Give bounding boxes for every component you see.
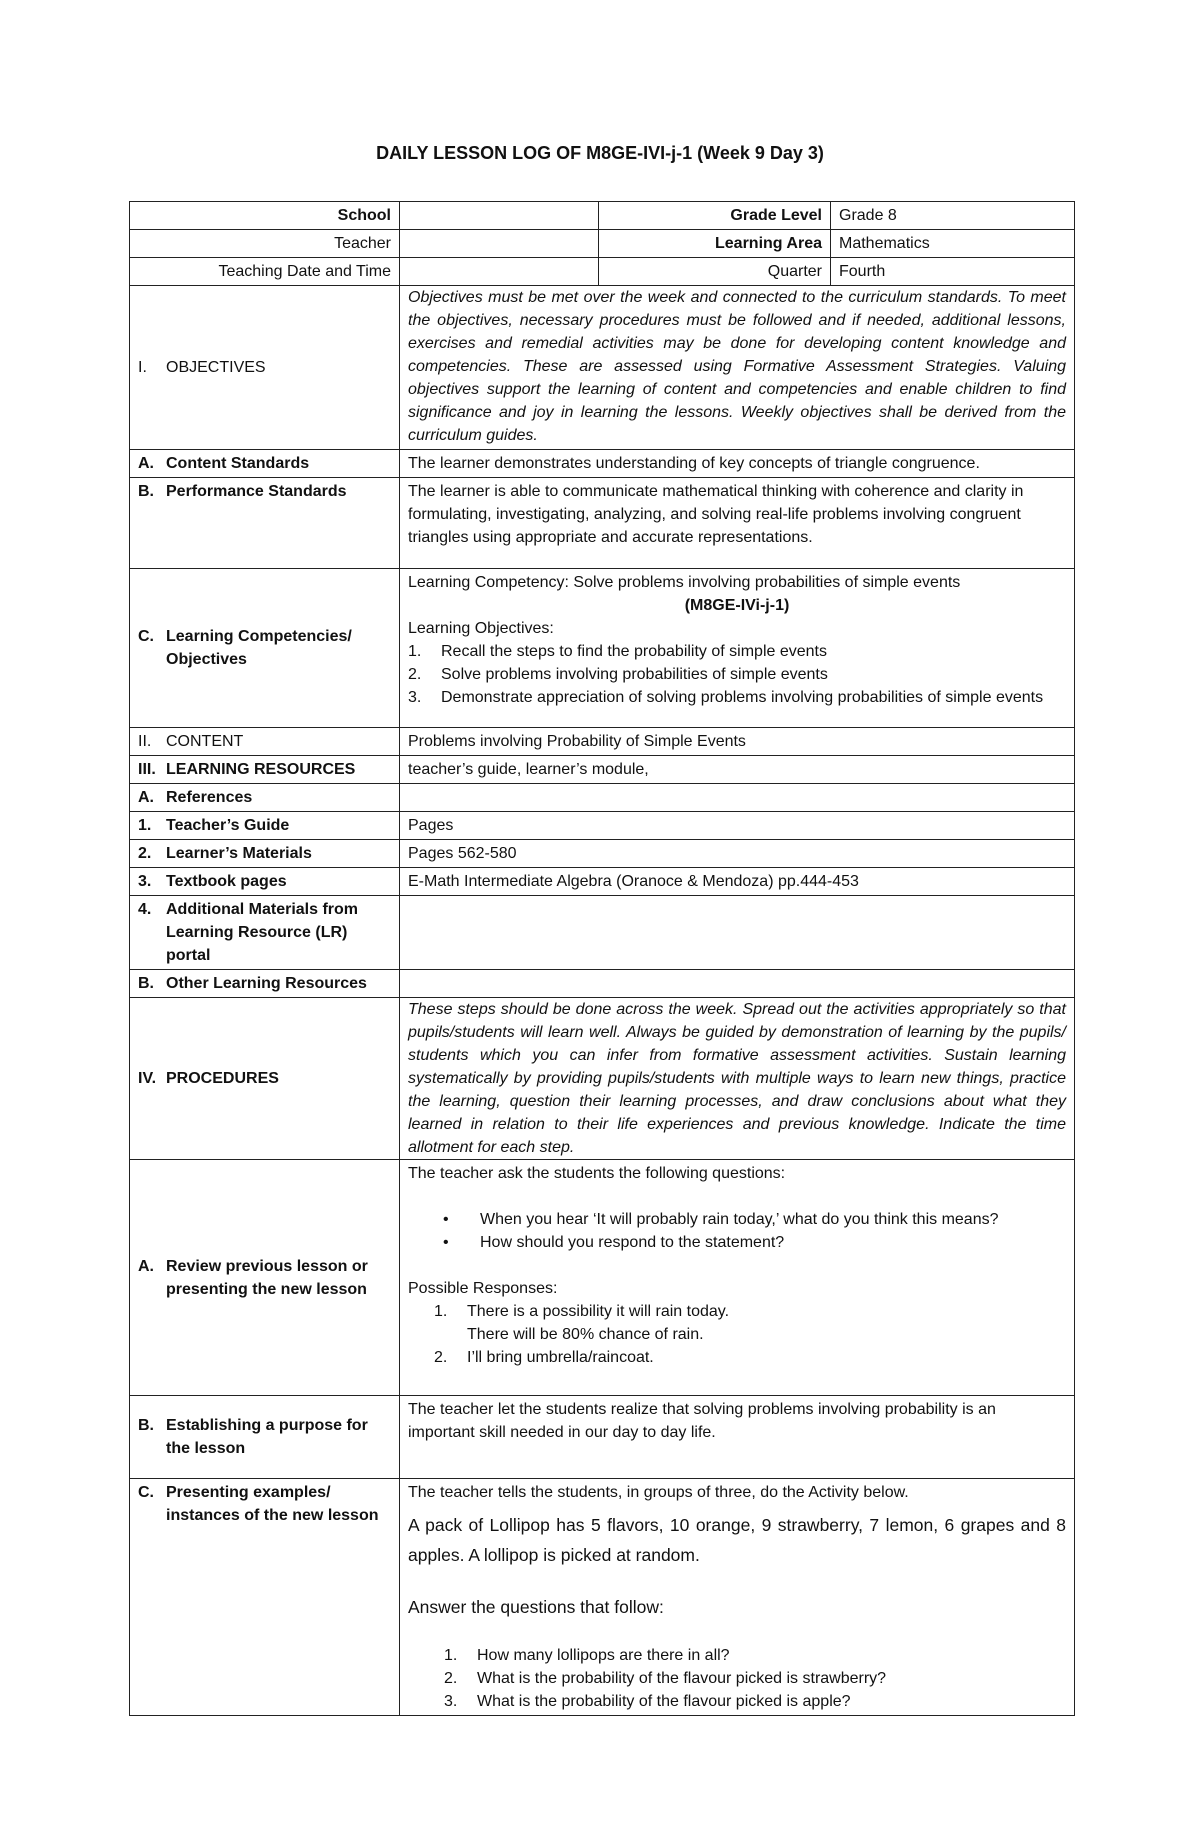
list-item: 3. What is the probability of the flavour picked is apple? (444, 1693, 851, 1710)
examples-cell (400, 1479, 1075, 1716)
teaching-date-value (400, 258, 599, 286)
objectives-row (130, 286, 1075, 450)
resources-text: teacher’s guide, learner’s module, (400, 756, 1075, 784)
review-intro: The teacher ask the students the following questions: (408, 1165, 786, 1182)
textbook-row (130, 868, 1075, 896)
list-item: 3. Demonstrate appreciation of solving problems involving probabilities of simple events (408, 689, 1044, 706)
review-heading: A. Review previous lesson or presenting the new lesson (130, 1160, 400, 1396)
list-item: 2. I’ll bring umbrella/raincoat. (434, 1349, 654, 1366)
references-text (400, 784, 1075, 812)
content-text: Problems involving Probability of Simple Events (400, 728, 1075, 756)
content-row (130, 728, 1075, 756)
competencies-heading: C. Learning Competencies/ Objectives (130, 569, 400, 728)
review-cell (400, 1160, 1075, 1396)
examples-intro: The teacher tells the students, in groups of three, do the Activity below. (408, 1484, 909, 1501)
performance-standards-heading: B. Performance Standards (130, 478, 400, 569)
examples-row (130, 1479, 1075, 1716)
competencies-row (130, 569, 1075, 728)
objectives-heading: I. OBJECTIVES (130, 286, 400, 450)
list-item: 1. How many lollipops are there in all? (444, 1647, 730, 1664)
other-resources-heading: B. Other Learning Resources (130, 970, 400, 998)
responses-list (434, 1300, 1066, 1369)
date-row (130, 258, 1075, 286)
competency-code: (M8GE-IVi-j-1) (684, 597, 790, 614)
grade-level-value: Grade 8 (831, 202, 1075, 230)
lollipop-problem: A pack of Lollipop has 5 flavors, 10 orange, 9 strawberry, 7 lemon, 6 grapes and 8 apples. A lollipop is picked at random. (408, 1515, 1066, 1565)
content-standards-heading: A. Content Standards (130, 450, 400, 478)
other-resources-row (130, 970, 1075, 998)
purpose-text: The teacher let the students realize that solving problems involving probability is an important skill needed in our day to day life. (400, 1396, 1075, 1479)
textbook-heading: 3. Textbook pages (130, 868, 400, 896)
other-resources-text (400, 970, 1075, 998)
content-heading: II. CONTENT (130, 728, 400, 756)
teacher-label: Teacher (130, 230, 400, 258)
list-item: 1. Recall the steps to find the probability of simple events (408, 643, 827, 660)
resources-heading: III. LEARNING RESOURCES (130, 756, 400, 784)
competencies-cell (400, 569, 1075, 728)
answer-heading: Answer the questions that follow: (408, 1597, 664, 1617)
procedures-row (130, 998, 1075, 1160)
competency-text: Learning Competency: Solve problems involving probabilities of simple events (408, 574, 961, 591)
list-item: • How should you respond to the statement? (443, 1234, 785, 1251)
school-value (400, 202, 599, 230)
resources-row (130, 756, 1075, 784)
learners-materials-text: Pages 562-580 (400, 840, 1075, 868)
list-item: 1. There is a possibility it will rain today. (434, 1303, 730, 1320)
review-questions (408, 1208, 1066, 1254)
list-item: 2. What is the probability of the flavour picked is strawberry? (444, 1670, 887, 1687)
content-standards-row (130, 450, 1075, 478)
references-heading: A. References (130, 784, 400, 812)
additional-materials-text (400, 896, 1075, 970)
objectives-note: Objectives must be met over the week and connected to the curriculum standards. To meet the objectives, necessary procedures must be followed and if needed, additional lessons, exercises and remedial activities may be done for developing content knowledge and competencies. These are assessed using Formative Assessment Strategies. Valuing objectives support the learning of content and competencies and enable children to find significance and joy in learning the lessons. Weekly objectives shall be derived from the curriculum guides. (400, 286, 1075, 450)
teacher-value (400, 230, 599, 258)
list-item: • When you hear ‘It will probably rain today,’ what do you think this means? (443, 1211, 999, 1228)
list-item: 2. Solve problems involving probabilities of simple events (408, 666, 828, 683)
additional-materials-row (130, 896, 1075, 970)
content-standards-text: The learner demonstrates understanding of key concepts of triangle congruence. (400, 450, 1075, 478)
procedures-heading: IV. PROCEDURES (130, 998, 400, 1160)
additional-materials-heading: 4. Additional Materials from Learning Resource (LR) portal (130, 896, 400, 970)
teachers-guide-heading: 1. Teacher’s Guide (130, 812, 400, 840)
learners-materials-heading: 2. Learner’s Materials (130, 840, 400, 868)
teaching-date-label: Teaching Date and Time (130, 258, 400, 286)
performance-standards-row (130, 478, 1075, 569)
examples-questions (444, 1644, 1066, 1713)
school-row (130, 202, 1075, 230)
purpose-row (130, 1396, 1075, 1479)
review-row (130, 1160, 1075, 1396)
quarter-label: Quarter (599, 258, 831, 286)
responses-heading: Possible Responses: (408, 1280, 558, 1297)
objectives-heading-text: Learning Objectives: (408, 620, 554, 637)
grade-level-label: Grade Level (599, 202, 831, 230)
learning-area-value: Mathematics (831, 230, 1075, 258)
references-row (130, 784, 1075, 812)
school-label: School (130, 202, 400, 230)
teachers-guide-text: Pages (400, 812, 1075, 840)
learners-materials-row (130, 840, 1075, 868)
teachers-guide-row (130, 812, 1075, 840)
procedures-note: These steps should be done across the week. Spread out the activities appropriately so that pupils/students will learn well. Always be guided by demonstration of learning by the pupils/ students which you can infer from formative assessment activities. Sustain learning systematically by providing pupils/students with multiple ways to learn new things, practice the learning, question their learning processes, and draw conclusions about what they learned in relation to their life experiences and previous knowledge. Indicate the time allotment for each step. (400, 998, 1075, 1160)
learning-area-label: Learning Area (599, 230, 831, 258)
learning-objectives-list (408, 640, 1066, 709)
purpose-heading: B. Establishing a purpose for the lesson (130, 1396, 400, 1479)
list-item: There will be 80% chance of rain. (467, 1326, 704, 1343)
performance-standards-text: The learner is able to communicate mathematical thinking with coherence and clarity in formulating, investigating, analyzing, and solving real-life problems involving congruent triangles using appropriate and accurate representations. (400, 478, 1075, 569)
textbook-text: E-Math Intermediate Algebra (Oranoce & Mendoza) pp.444-453 (400, 868, 1075, 896)
examples-heading: C. Presenting examples/ instances of the new lesson (130, 1479, 400, 1716)
lesson-log-table (129, 201, 1075, 1716)
quarter-value: Fourth (831, 258, 1075, 286)
teacher-row (130, 230, 1075, 258)
page-title: DAILY LESSON LOG OF M8GE-IVI-j-1 (Week 9 Day 3) (376, 143, 824, 163)
